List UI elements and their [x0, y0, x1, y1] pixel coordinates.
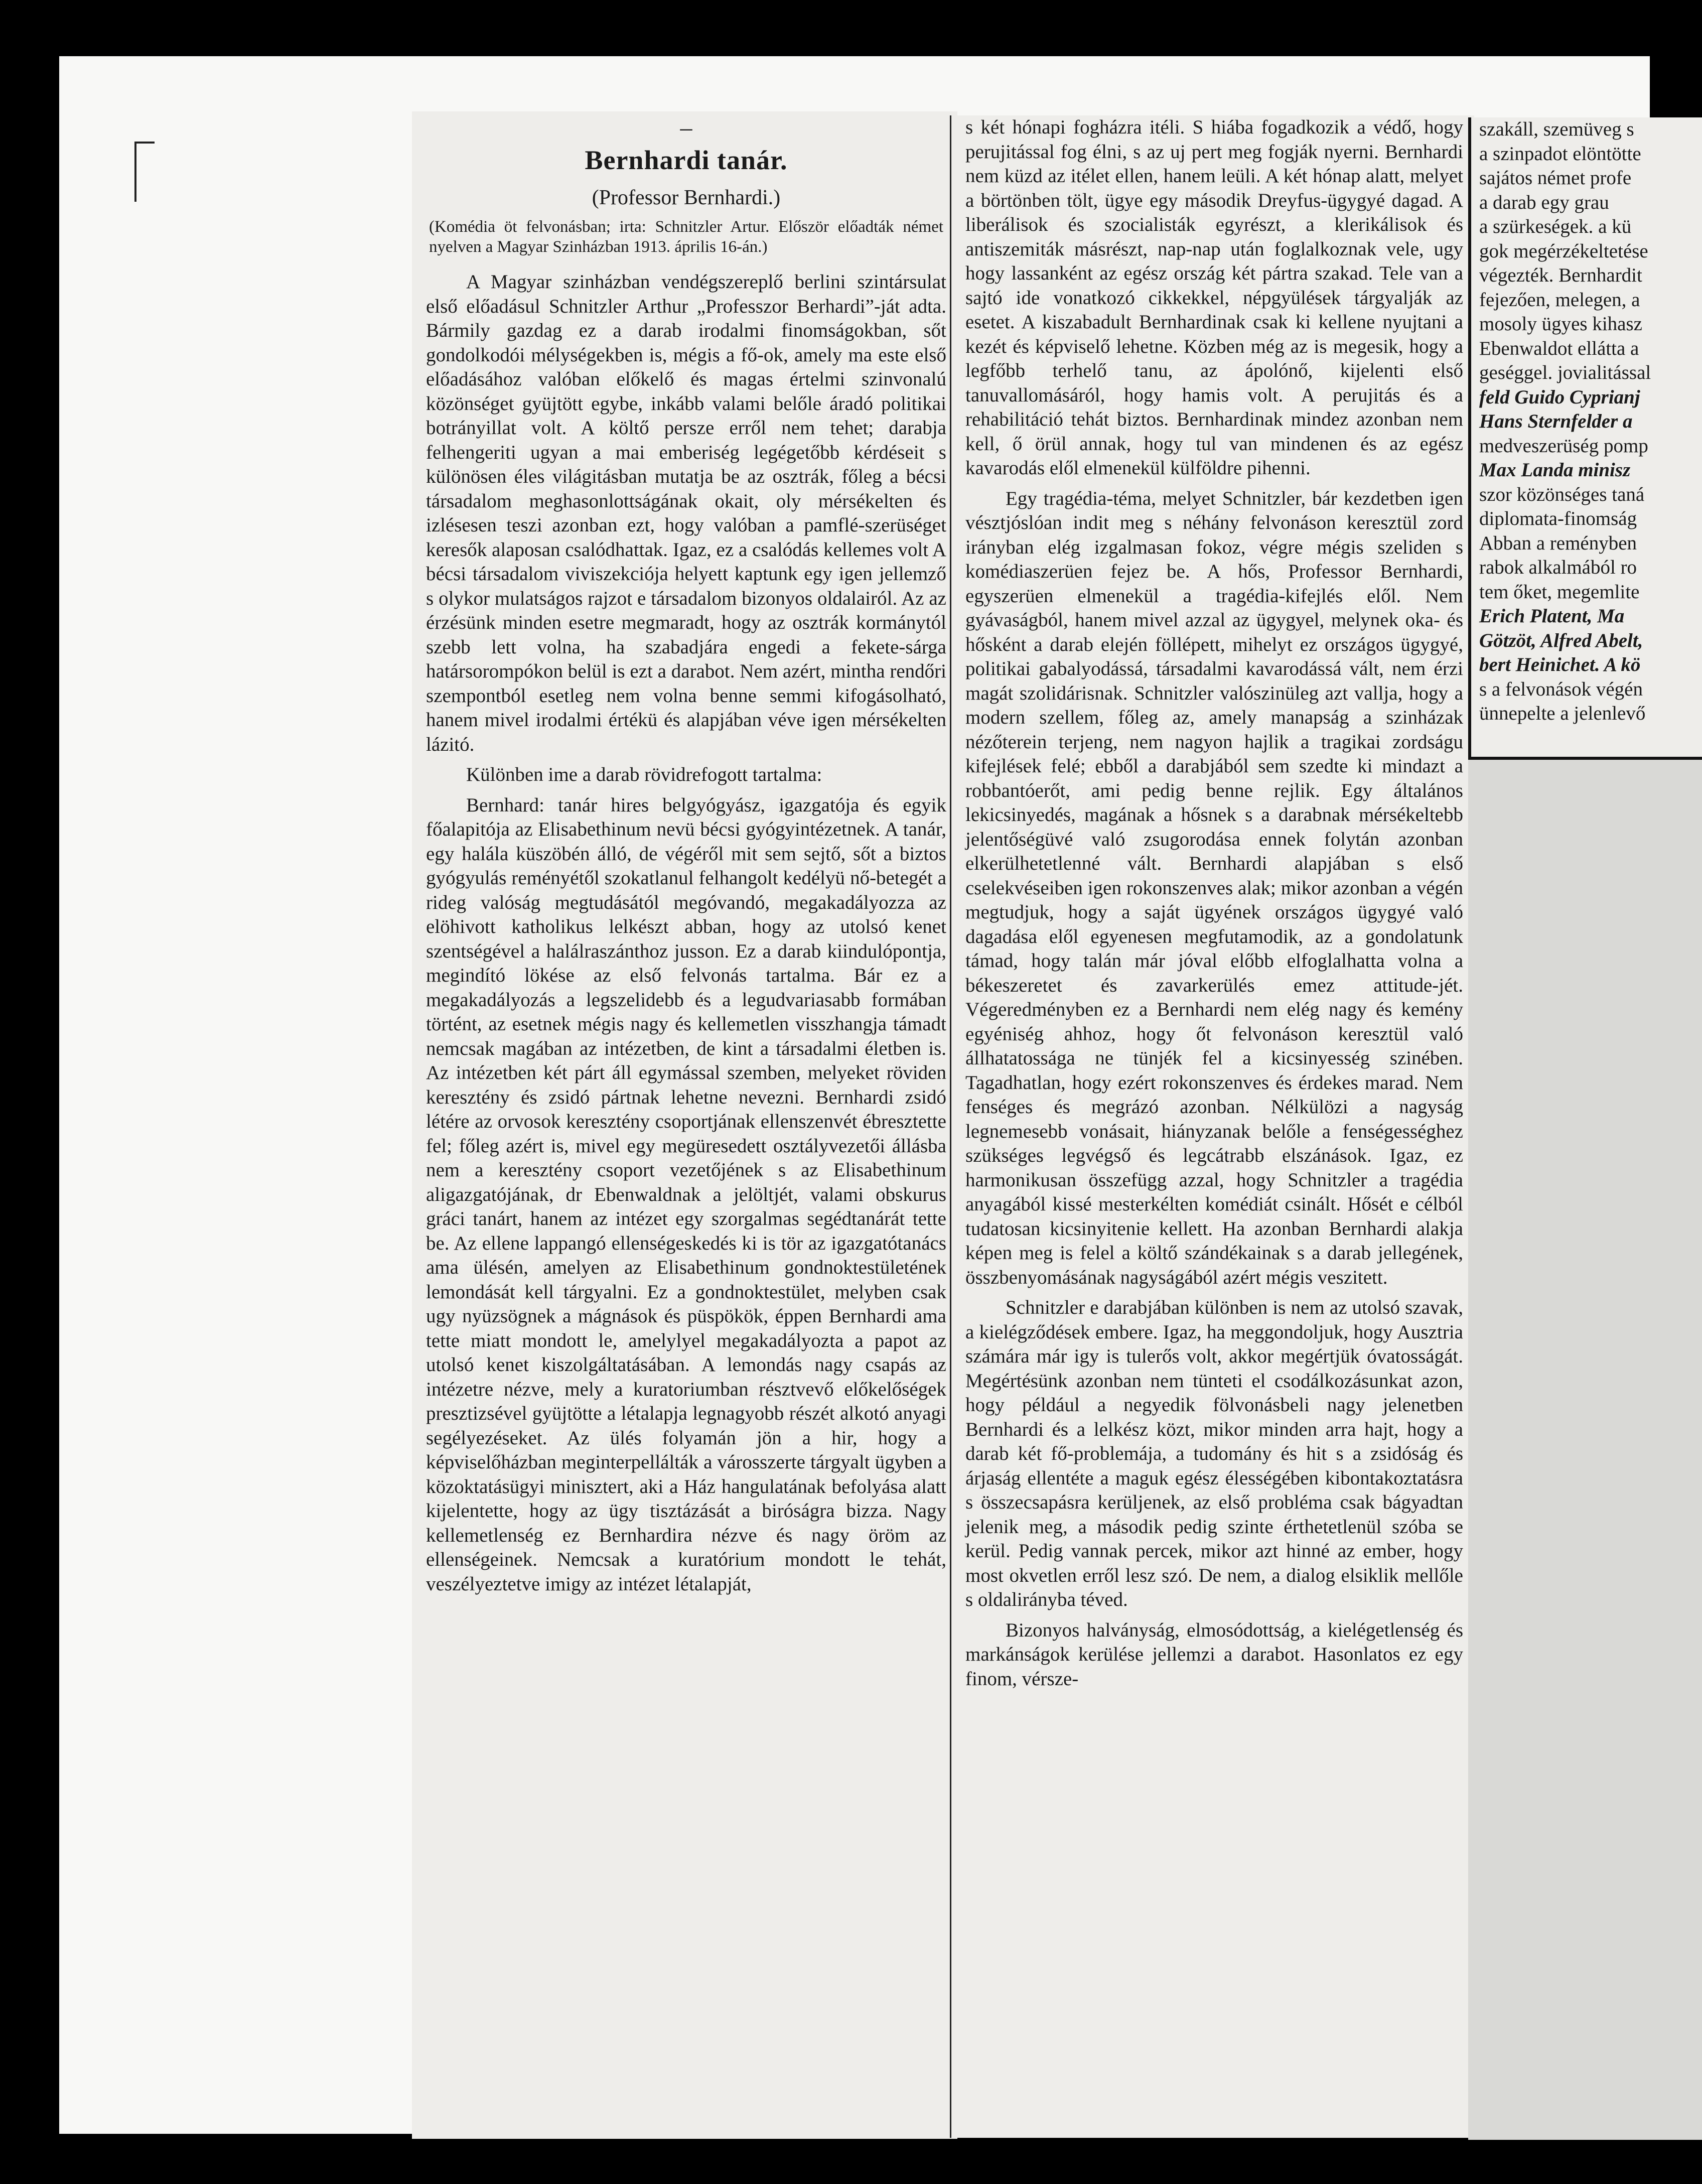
margin-rule [134, 142, 136, 202]
text-line: végezték. Bernhardit [1479, 264, 1642, 286]
text-line: Erich Platent, Ma [1479, 605, 1625, 627]
paragraph: Különben ime a darab rövidrefogott tartalma: [466, 764, 822, 785]
text-line: Götzöt, Alfred Abelt, [1479, 629, 1643, 651]
text-line: bert Heinichet. A kö [1479, 654, 1641, 675]
header-dash: – [680, 114, 692, 141]
text-line: gok megérzékeltetése [1479, 240, 1648, 262]
paragraph: Schnitzler e darabjában különben is nem az utolsó szavak, a kielégződések embere. Igaz, ha meggondoljuk, hogy Ausztria számára már igy is tulerős volt, akkor megértjük óvatosságát. Megértésünk azonban nem tünteti el csodálkozásunkat azon, hogy például a negyedik fölvonásbeli nagy jelenetben Bernhardi és a lelkész közt, mikor minden arra hajt, hogy a darab két fő-problemája, a tudomány és hit s a zsidóság és árjaság ellentéte a maguk egész élességében kibontakoztatásra s összecsapásra kerüljenek, az első probléma csak bágyadtan jelenik meg, a második pedig szinte érthetetlenül szóba se kerül. Pedig vannak percek, mikor azt hinné az ember, hogy most okvetlen erről lesz szó. De nem, a dialog elsiklik mellőle s oldalirányba téved. [965, 1297, 1463, 1610]
article-subtitle: (Professor Bernhardi.) [592, 186, 781, 209]
text-line: Max Landa minisz [1479, 459, 1631, 481]
text-line: s a felvonások végén [1479, 678, 1643, 700]
paragraph: Egy tragédia-téma, melyet Schnitzler, bár kezdetben igen vésztjóslóan indit meg s néhány felvonáson keresztül zord irányban elég izgalmasan fokoz, végre mégis szeliden s komédiaszerüen fejez be. A hős, Professor Bernhardi, egyszerüen elmenekül a tragédia-kifejlés elől. Nem gyávaságból, hanem mivel azzal az ügygyel, melynek oka- és hősként a darab elején föllépett, mihelyt ez országos ügygyé, politikai gabalyodássá, társadalmi kavarodássá vált, nem érzi magát szolidárisnak. Schnitzler valószinüleg azt vallja, hogy a modern szellem, főleg az, amely manapság a szinházak nézőterein terjeng, nem nagyon hajlik a tragikai zordságu kifejlések felé; ebből a darabjából sem szedte ki mindazt a robbantóerőt, ami pedig benne rejlik. Egy általános lekicsinyedés, magának a hősnek s a darabnak mérsékeltebb jelentőségüvé való zsugorodása ennek folytán azonban elkerülhetetlenné vált. Bernhardi alapjában s első cselekvéseiben igen rokonszenves alak; mikor azonban a végén megtudjuk, hogy a saját ügyének országos ügygyé való dagadása elől egyenesen megfutamodik, az a gondolatunk támad, hogy talán már jóval előbb elfoglalhatta volna a békeszeretet és zavarkerülés emez attitude-jét. Végeredményben ez a Bernhardi nem elég nagy és kemény egyéniség ahhoz, hogy őt felvonáson keresztül való állhatatossága ne tünjék fel a kicsinyesség szinében. Tagadhatlan, hogy ezért rokonszenves és érdekes marad. Nem fenséges és megrázó azonban. Nélkülözi a nagyság legnemesebb vonásait, hiányzanak belőle a fenségességhez szükséges legvégső és legcátrabb elszánások. Igaz, ez harmonikusan összefügg azzal, hogy Schnitzler a tragédia anyagából kissé mesterkélten komédiát csinált. Hősét e célból tudatosan kicsinyitenie kellett. Ha azonban Bernhardi alakja képen meg is felel a költő szándékainak s a darab jellegének, összbenyomásának nagyságából azért mégis veszitett. [965, 487, 1463, 1288]
text-line: fejezően, melegen, a [1479, 289, 1640, 311]
right-column-text [1479, 117, 1702, 726]
text-line: rabok alkalmából ro [1479, 557, 1637, 578]
article-title: Bernhardi tanár. [585, 145, 788, 175]
paragraph: A Magyar szinházban vendégszereplő berlini szintársulat első előadásul Schnitzler Arthur „Professzor Berhardi”-ját adta. Bármily gazdag ez a darab irodalmi finomságokban, sőt gondolkodói mélységekben is, mégis a fő-ok, amely ma este első előadásához valóban előkelő és magas értelmi szinvonalú közönséget gyüjtött egybe, inkább valami belőle áradó politikai botrányillat volt. A költő persze erről nem tehet; darabja felhengeriti ugyan a mai emberiség legégetőbb kérdéseit s különösen éles világitásban mutatja be az osztrák, főleg a bécsi társadalom meghasonlottságának okait, oly mérsékelten és izlésesen teszi azonban ezt, hogy valóban a pamflé-szerüséget keresők alaposan csalódhattak. Igaz, ez a csalódás kellemes volt A bécsi társadalom viviszekciója helyett kaptunk egy igen jellemző s olykor mulatságos rajzot e társadalom bizonyos oldalairól. Az az érzésünk minden esetre megmaradt, hogy az osztrák kormánytól szebb lett volna, ha szabadjára engedi a fekete-sárga határsorompókon belül is ezt a darabot. Nem azért, mintha rendőri szempontból esetleg nem volna benne semmi kifogásolható, hanem mivel irodalmi értékü és alapjában véve igen mérsékelten lázitó. [426, 271, 946, 755]
clipping-right-column [1468, 117, 1702, 760]
text-line: sajátos német profe [1479, 167, 1632, 189]
clipping-left-column [412, 111, 957, 2139]
performance-note: (Komédia öt felvonásban; irta: Schnitzler Artur. Először előadták német nyelven a Magyar Szinházban 1913. április 16-án.) [429, 218, 943, 256]
text-line: ünnepelte a jelenlevő [1479, 703, 1646, 724]
text-line: a darab egy grau [1479, 191, 1609, 213]
text-line: a szinpadot elöntötte [1479, 143, 1641, 165]
blank-backing-paper [1468, 760, 1702, 2140]
text-line: tem őket, megemlite [1479, 581, 1640, 603]
middle-column-text [965, 115, 1463, 1691]
margin-tick [134, 142, 155, 144]
text-line: medveszerüség pomp [1479, 435, 1648, 457]
left-column-text [426, 111, 946, 1596]
text-line: szor közönséges taná [1479, 483, 1645, 505]
text-line: Ebenwaldot ellátta a [1479, 337, 1639, 359]
text-line: Abban a reményben [1479, 532, 1637, 554]
text-line: a szürkeségek. a kü [1479, 216, 1632, 237]
text-line: Hans Sternfelder a [1479, 411, 1633, 432]
paragraph: Bernhard: tanár hires belgyógyász, igazgatója és egyik főalapitója az Elisabethinum nevü bécsi gyógyintézetnek. A tanár, egy halála küszöbén álló, de végéről mit sem sejtő, sőt a biztos gyógyulás reményétől szokatlanul felhangolt kedélyü nő-betegét a rideg valóság megtudásától megóvandó, megakadályozza az elöhivott katholikus lelkészt abban, hogy az utolsó kenet szentségével a halálraszánthoz jusson. Ez a darab kiindulópontja, megindító lökése az első felvonás tartalma. Bár ez a megakadályozás a legszelidebb és a legudvariasabb formában történt, az esetnek mégis nagy és kellemetlen visszhangja támadt nemcsak magában az intézetben, de kint a társadalmi életben is. Az intézetben két párt áll egymással szemben, melyeket röviden keresztény és zsidó pártnak lehetne nevezni. Bernhardi zsidó létére az orvosok keresztény csoportjának ellenszenvét ébresztette fel; főleg azért is, mivel egy megüresedett osztályvezetői állásba nem a keresztény csoport vezetőjének s az Elisabethinum aligazgatójának, dr Ebenwaldnak a jelöltjét, valami obskurus gráci tanárt, hanem az intézet egy szorgalmas segédtanárát tette be. Az ellene lappangó ellenségeskedés ki is tör az igazgatótanács ama ülésén, amelyen az Elisabethinum gondnoktestületének lemondását kell tárgyalni. Ez a gondnoktestület, melyben csak ugy nyüzsögnek a mágnások és püspökök, éppen Bernhardi ama tette miatt mondott le, amelylyel megakadályozta a papot az utolsó kenet kiszolgáltatásában. A lemondás nagy csapás az intézetre nézve, mely a kuratoriumban résztvevő előkelőségek presztizsével gyüjtötte a létalapja legnagyobb részét alkotó anyagi segélyezéseket. Az ülés folyamán jön a hir, hogy a képviselőházban meginterpellálták a városszerte tárgyalt ügyben a közoktatásügyi minisztert, aki a Ház hangulatának befolyása alatt kijelentette, hogy az ügy tisztázását a biróságra bizza. Nagy kellemetlenség ez Bernhardira nézve és nagy öröm az ellenségeinek. Nemcsak a kuratórium mondott le tehát, veszélyeztetve imigy az intézet létalapját, [426, 794, 946, 1595]
scan-page [59, 56, 1650, 2134]
clipping-middle-column [950, 115, 1474, 2138]
paragraph: s két hónapi fogházra itéli. S hiába fogadkozik a védő, hogy perujitással fog élni, s az uj pert meg fogják nyerni. Bernhardi nem küzd az itélet ellen, hanem leüli. A két hónap alatt, melyet a börtönben tölt, ügye egy második Dreyfus-ügygyé dagad. A liberálisok és szocialisták egyrészt, a klerikálisok és antiszemiták másrészt, nap-nap után foglalkoznak vele, ugy hogy lassanként az egész ország két pártra szakad. Tele van a sajtó ide vonatkozó cikkekkel, népgyülések tárgyalják az esetet. A kiszabadult Bernhardinak csak ki kellene nyujtani a kezét és képviselő lehetne. Közben még az is megesik, hogy a legfőbb terhelő tanu, az ápolónő, kijelenti első tanuvallomásáról, hogy hamis volt. A perujitás és a rehabilitáció tehát biztos. Bernhardinak mindez azonban nem kell, ő örül annak, hogy tul van mindenen és az egész kavarodás elől elmenekül külföldre pihenni. [965, 116, 1463, 479]
text-line: diplomata-finomság [1479, 508, 1637, 529]
text-line: geséggel. jovialitással [1479, 362, 1651, 383]
paragraph: Bizonyos halványság, elmosódottság, a kielégetlenség és markánságok kerülése jellemzi a darabot. Hasonlatos ez egy finom, vérsze- [965, 1619, 1463, 1690]
text-line: feld Guido Cyprianj [1479, 386, 1640, 408]
text-line: szakáll, szemüveg s [1479, 118, 1634, 140]
text-line: mosoly ügyes kihasz [1479, 313, 1642, 335]
